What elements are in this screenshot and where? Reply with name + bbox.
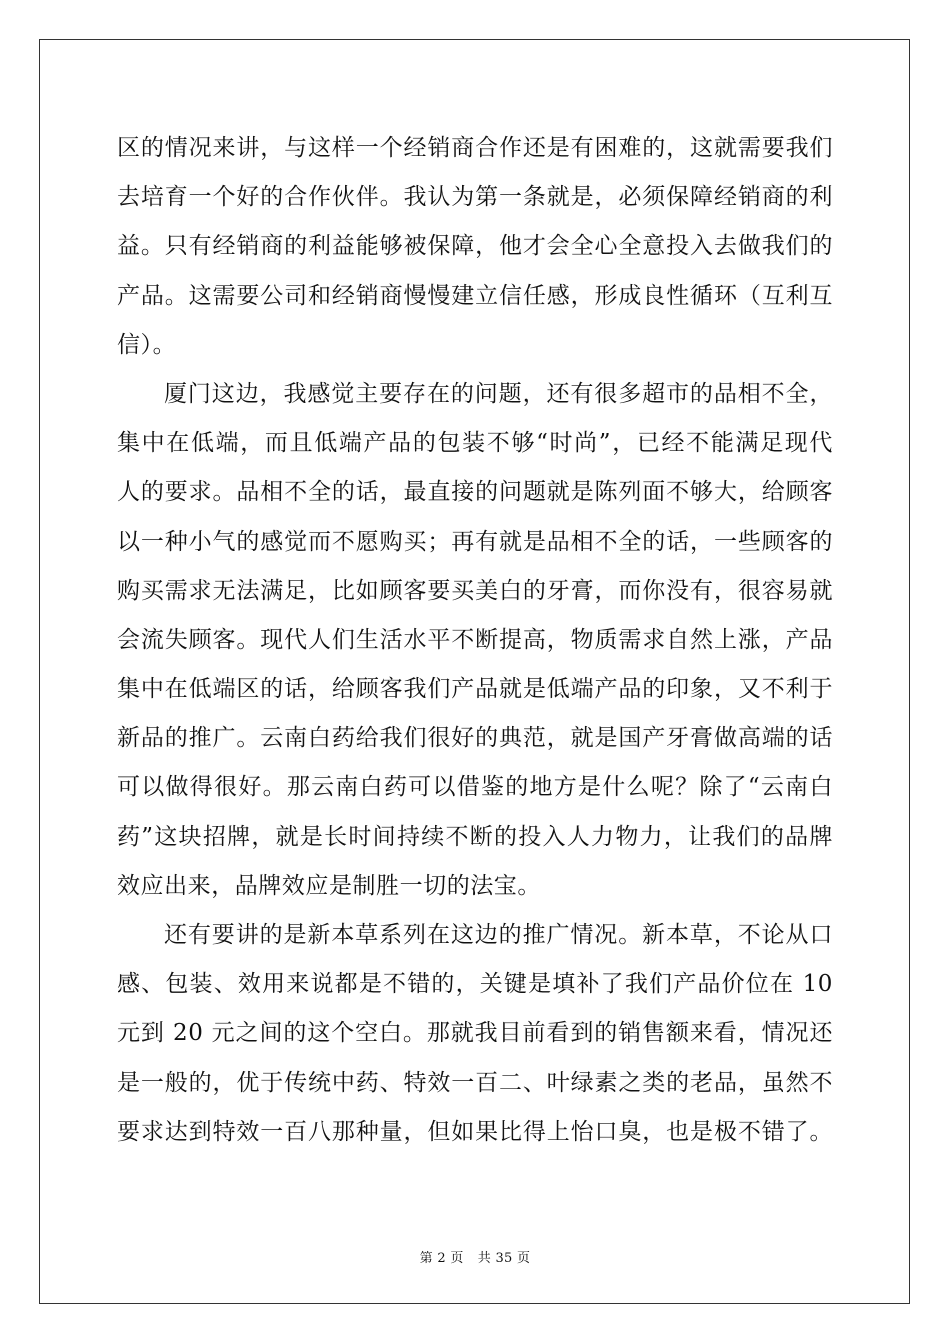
text-line: 效应出来，品牌效应是制胜一切的法宝。 [117, 872, 541, 899]
text-line: 集中在低端，而且低端产品的包装不够“时尚”，已经不能满足现代 [117, 430, 833, 457]
text-line: 感、包装、效用来说都是不错的，关键是填补了我们产品价位在 10 [117, 971, 833, 998]
text-line: 药”这块招牌，就是长时间持续不断的投入人力物力，让我们的品牌 [117, 823, 833, 850]
text-line: 会流失顾客。现代人们生活水平不断提高，物质需求自然上涨，产品 [117, 626, 833, 653]
page-footer [0, 1247, 950, 1266]
text-line: 区的情况来讲，与这样一个经销商合作还是有困难的，这就需要我们 [117, 135, 833, 161]
document-body [117, 124, 833, 1157]
text-line: 以一种小气的感觉而不愿购买；再有就是品相不全的话，一些顾客的 [117, 528, 833, 555]
text-line: 元到 20 元之间的这个空白。那就我目前看到的销售额来看，情况还 [117, 1020, 833, 1047]
text-line: 信）。 [117, 331, 177, 358]
page-number: 第 2 页 [419, 1251, 464, 1266]
text-line: 人的要求。品相不全的话，最直接的问题就是陈列面不够大，给顾客 [117, 479, 833, 506]
text-line: 集中在低端区的话，给顾客我们产品就是低端产品的印象，又不利于 [117, 676, 833, 703]
total-pages: 共 35 页 [477, 1251, 531, 1266]
paragraph-first-line: 还有要讲的是新本草系列在这边的推广情况。新本草，不论从口 [164, 922, 833, 948]
text-line: 去培育一个好的合作伙伴。我认为第一条就是，必须保障经销商的利 [117, 184, 833, 211]
paragraph-first-line: 厦门这边，我感觉主要存在的问题，还有很多超市的品相不全， [164, 380, 833, 407]
text-line: 可以做得很好。那云南白药可以借鉴的地方是什么呢？除了“云南白 [117, 774, 833, 801]
text-line: 新品的推广。云南白药给我们很好的典范，就是国产牙膏做高端的话 [117, 725, 833, 752]
text-line: 是一般的，优于传统中药、特效一百二、叶绿素之类的老品，虽然不 [117, 1069, 833, 1096]
text-line: 要求达到特效一百八那种量，但如果比得上怡口臭，也是极不错了。 [117, 1118, 833, 1145]
text-line: 产品。这需要公司和经销商慢慢建立信任感，形成良性循环（互利互 [117, 282, 833, 309]
text-line: 购买需求无法满足，比如顾客要买美白的牙膏，而你没有，很容易就 [117, 577, 833, 604]
text-line: 益。只有经销商的利益能够被保障，他才会全心全意投入去做我们的 [117, 233, 833, 260]
